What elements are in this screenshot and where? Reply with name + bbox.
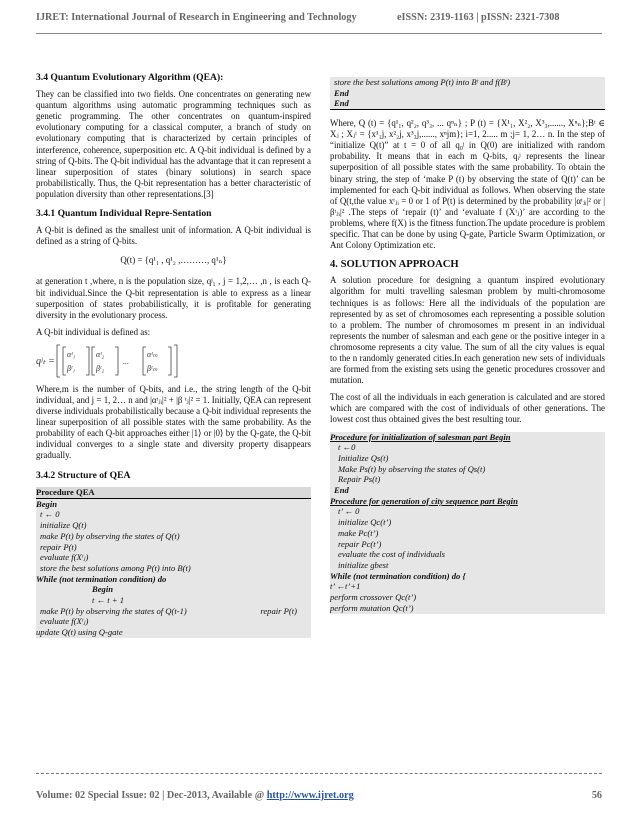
algo-line — [36, 606, 311, 617]
algo-line: End — [330, 98, 605, 110]
footer-text: Volume: 02 Special Issue: 02 | Dec-2013, Available @ — [36, 790, 267, 801]
svg-text:...: ... — [123, 356, 129, 366]
algo-line: make Pc(t’) — [338, 527, 379, 538]
svg-text:βᵗ₁: βᵗ₁ — [67, 363, 76, 373]
algo-line: repair Pc(t’) — [338, 538, 382, 549]
algo-line: Make Ps(t) by observing the states of Qs(t) — [338, 463, 486, 474]
section-heading-qea: 3.4 Quantum Evolutionary Algorithm (QEA): — [36, 72, 224, 83]
equation-qt: Q(t) = {q¹₁ , q¹₂ ,………, q¹ₙ} — [120, 255, 227, 266]
algo-line-note: repair P(t) — [260, 605, 297, 616]
algo-line: store the best solutions among P(t) into Bᵗ and f(Bᵗ) — [334, 77, 511, 87]
algo-line: t ← 0 — [40, 509, 60, 520]
algo-line: initialize gbest — [338, 559, 389, 570]
algo-line: update Q(t) using Q-gate — [36, 627, 123, 638]
header-rule — [36, 33, 602, 34]
qbit-matrix-equation — [36, 344, 311, 378]
paragraph-definition: A Q-bit is defined as the smallest unit of information. A Q-bit individual is defined as a string of Q-bits. — [36, 225, 311, 247]
procedure-city-title: Procedure for generation of city sequence part Begin — [330, 495, 518, 506]
algo-line: Repair Ps(t) — [338, 474, 381, 485]
algo-line: perform crossover Qc(t’) — [330, 592, 417, 603]
procedure-salesman-title: Procedure for initialization of salesman part Begin — [330, 431, 511, 442]
page-footer — [36, 790, 602, 801]
paragraph-solution-2: The cost of all the individuals in each generation is calculated and are stored which are compared with the cost of individuals of other generations. The lowest cost thus obtained gives the best resulting tour. — [330, 392, 605, 425]
paragraph-generation: at generation t ,where, n is the population size, qʲ₁ , j = 1,2,… ,n , is each Q-bit individual.Since the Q-bit representation is able to express as a linear superposition of states probabilistically, it is profitable for generating diversity in the evolutionary process. — [36, 276, 311, 320]
left-column — [36, 72, 311, 638]
journal-title: IJRET: International Journal of Research in Engineering and Technology — [36, 12, 357, 23]
page-number: 56 — [591, 790, 602, 801]
journal-link[interactable]: http://www.ijret.org — [266, 790, 354, 801]
algo-line: evaluate f(Xᵗⱼ) — [40, 616, 89, 627]
algo-line: t ←0 — [338, 442, 356, 453]
page-header — [36, 12, 602, 23]
algo-line: Begin — [92, 584, 114, 595]
algo-line: t’ ← 0 — [338, 506, 360, 517]
svg-text:αᵗₘ: αᵗₘ — [147, 349, 158, 359]
svg-text:αᵗ₂: αᵗ₂ — [96, 349, 105, 359]
algo-line: End — [334, 485, 349, 496]
algo-line: evaluate the cost of individuals — [338, 549, 445, 560]
svg-text:αᵗ₁: αᵗ₁ — [67, 349, 76, 359]
algo-line: End — [334, 87, 349, 98]
paragraph-defined-as: A Q-bit individual is defined as: — [36, 326, 151, 337]
algo-line: perform mutation Qc(t’) — [330, 602, 414, 613]
right-column — [330, 75, 605, 614]
qbit-matrix-svg — [36, 344, 236, 378]
algo-line: make P(t) by observing the states of Q(t) — [40, 530, 180, 541]
algo-line: Initialize Qs(t) — [338, 452, 389, 463]
procedure-qea-box — [36, 487, 311, 638]
paragraph-where-2: Where, Q (t) = {q¹₁, q²₂, q³₃, ... qⁿₙ} ; P (t) = {X¹₁, X²₂, X³₃,......, Xⁿₙ};Bᵗ ∈ Xⱼ ; Xⱼᵗ = {x¹₁j, x²₂j, x³₃j,......, xⁿjm}; i=1, 2..... m ;j= 1, 2… n. In the step of “initialize Q(t)” at t = 0 of all q₀ʲ in Q(0) are initialized with random probability. It means that in each m Q-bits, qᵢʲ represents the linear superposition of all possible states with the same probability. To obtain the binary string, the step of ‘make P (t) by observing the state of Q(t)’ can be implemented for each Q-bit individual as follows. When observing the state of Q(t,the value xᵗⱼᵢ = 0 or 1 of P(t) is determined by the probability |αᵗⱼᵢ|² or |βᵗⱼᵢ|² .The steps of ‘repair (t)’ and ‘evaluate f (Xᵗⱼ)’ are according to the problems, where f(X) is the fitness function.The update procedure is problem specific. That can be done by using Q-gate, Particle Swarm Optimization, or Ant Colony Optimization etc. — [330, 118, 605, 251]
algo-line: While (not termination condition) do { — [330, 570, 466, 581]
algo-line: Begin — [36, 498, 58, 509]
svg-text:βᵗₘ: βᵗₘ — [147, 363, 158, 373]
svg-text:qʲₜ =: qʲₜ = — [36, 355, 55, 367]
paragraph-qea: They can be classified into two fields. One concentrates on generating new quantum algorithms using automatic programming techniques such as genetic programming. The other concentrates on quantum-inspired evolutionary computing for a classical computer, a branch of study on evolutionary computing that is characterized by certain principles of interference, coherence, superposition etc. A Q-bit individual is defined by a string of Q-bits. The Q-bit individual has the advantage that it can represent a linear superposition of states (binary solutions) in search space probabilistically. Thus, the Q-bit representation has a better characteristic of population diversity than other representations.[3] — [36, 89, 311, 199]
paragraph-solution-1: A solution procedure for designing a quantum inspired evolutionary algorithm for multi travelling salesman problem by multi-chromosome techniques is as follows: Here all the individuals of the population are represented by as set of chromosomes each representing a possible solution to a problem. The number of chromosomes m present in an individual represents the number of salesman and each gene or the positive integer in a chromosome represents a city value. The sum of all the city values is equal to the n randomly generated cities.In each generation new sets of individuals are formed from the existing sets using the genetic procedures crossover and mutation. — [330, 275, 605, 386]
section-heading-solution: 4. SOLUTION APPROACH — [330, 259, 459, 271]
algo-line: repair P(t) — [40, 541, 77, 552]
algo-line: initialize Qc(t’) — [338, 517, 392, 528]
procedure-qea-title: Procedure QEA — [36, 487, 311, 499]
algo-line: initialize Q(t) — [40, 520, 87, 531]
algo-line: evaluate f(Xᵗⱼ) — [40, 552, 89, 563]
algo-line: t ← t + 1 — [92, 595, 125, 606]
section-heading-representation: 3.4.1 Quantum Individual Repre-Sentation — [36, 208, 212, 220]
issn: eISSN: 2319-1163 | pISSN: 2321-7308 — [397, 12, 560, 23]
procedure-qea-continued — [330, 77, 605, 110]
algo-line: store the best solutions among P(t) into B(t) — [40, 562, 191, 573]
algo-line: t’ ←t’+1 — [330, 581, 361, 592]
svg-text:βᵗ₂: βᵗ₂ — [96, 363, 105, 373]
paragraph-where: Where,m is the number of Q-bits, and i.e., the string length of the Q-bit individual, and j = 1, 2… n and |αᵗⱼᵢ|² + |β ᵗⱼ|² = 1. Initially, QEA can represent diverse individuals probabilistically because a Q-bit individual represents the linear superposition of all possible states with the same probability. As the probability of each Q-bit approaches either |1⟩ or |0⟩ by the Q-gate, the Q-bit individual converges to a single state and diversity property disappears gradually. — [36, 383, 311, 461]
section-heading-structure: 3.4.2 Structure of QEA — [36, 469, 131, 481]
footer-rule — [36, 773, 602, 774]
algo-line: While (not termination condition) do — [36, 573, 167, 584]
procedure-salesman-box — [330, 432, 605, 614]
algo-line-text: make P(t) by observing the states of Q(t-1) — [40, 605, 187, 616]
